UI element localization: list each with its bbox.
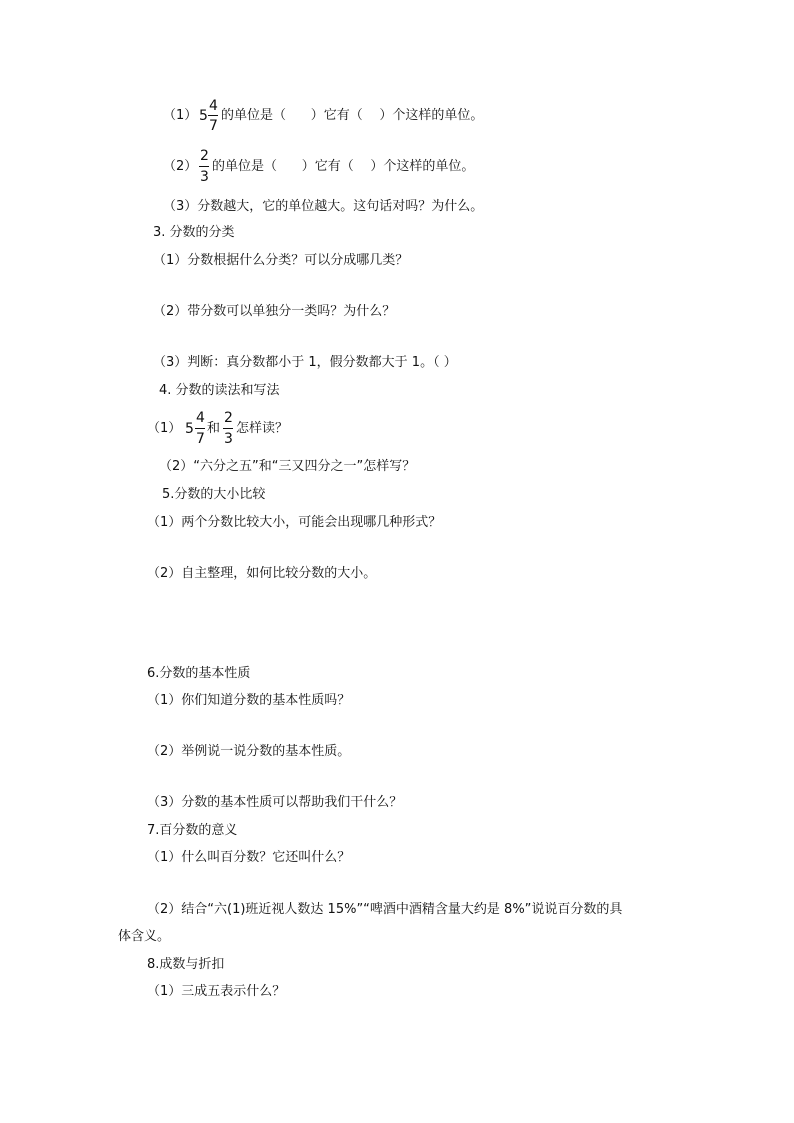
fraction-denominator: 3 <box>200 169 209 185</box>
fraction-bar <box>223 428 233 429</box>
fraction-numerator: 4 <box>209 98 218 114</box>
fraction-denominator: 7 <box>196 431 205 447</box>
fraction-numerator: 2 <box>200 148 209 164</box>
question-7-2-line2: 体含义。 <box>118 929 171 944</box>
question-8-1: （1）三成五表示什么？ <box>147 984 286 999</box>
fraction-bar <box>208 115 218 116</box>
question-text: 怎样读？ <box>236 421 289 436</box>
question-4-2: （2）“六分之五”和“三又四分之一”怎样写？ <box>159 459 416 474</box>
question-7-1: （1）什么叫百分数？它还叫什么？ <box>147 850 351 865</box>
section-heading-6: 6.分数的基本性质 <box>147 666 251 681</box>
question-text: 的单位是（ ）它有（ ）个这样的单位。 <box>221 108 484 123</box>
item-number: （2） <box>163 159 198 174</box>
mixed-whole: 5 <box>185 421 194 437</box>
fraction-numerator: 2 <box>224 410 233 426</box>
question-3-2: （2）带分数可以单独分一类吗？为什么？ <box>153 304 396 319</box>
question-6-1: （1）你们知道分数的基本性质吗？ <box>147 693 351 708</box>
item-number: （1） <box>147 421 182 436</box>
question-6-2: （2）举例说一说分数的基本性质。 <box>147 744 351 759</box>
fraction-bar <box>199 166 209 167</box>
and-text: 和 <box>207 421 221 436</box>
fraction-numerator: 4 <box>196 410 205 426</box>
question-3-1: （1）分数根据什么分类？可以分成哪几类？ <box>153 253 409 268</box>
section-heading-7: 7.百分数的意义 <box>147 823 238 838</box>
section-heading-4: 4. 分数的读法和写法 <box>159 383 280 398</box>
fraction-denominator: 7 <box>209 118 218 134</box>
question-2-3: （3）分数越大，它的单位越大。这句话对吗？为什么。 <box>163 199 484 214</box>
fraction-bar <box>195 428 205 429</box>
question-text: 的单位是（ ）它有（ ）个这样的单位。 <box>212 159 475 174</box>
section-heading-8: 8.成数与折扣 <box>147 957 225 972</box>
question-3-3: （3）判断：真分数都小于 1，假分数都大于 1。（ ） <box>153 355 457 370</box>
fraction-denominator: 3 <box>224 431 233 447</box>
item-number: （1） <box>163 108 198 123</box>
section-heading-3: 3. 分数的分类 <box>153 225 235 240</box>
section-heading-5: 5.分数的大小比较 <box>162 487 266 502</box>
question-5-2: （2）自主整理，如何比较分数的大小。 <box>147 566 377 581</box>
question-6-3: （3）分数的基本性质可以帮助我们干什么？ <box>147 795 403 810</box>
mixed-whole: 5 <box>199 108 208 124</box>
question-7-2-line1: （2）结合“六(1)班近视人数达 15%”“啤酒中酒精含量大约是 8%”说说百分数的具 <box>147 902 623 917</box>
question-5-1: （1）两个分数比较大小，可能会出现哪几种形式？ <box>147 515 442 530</box>
